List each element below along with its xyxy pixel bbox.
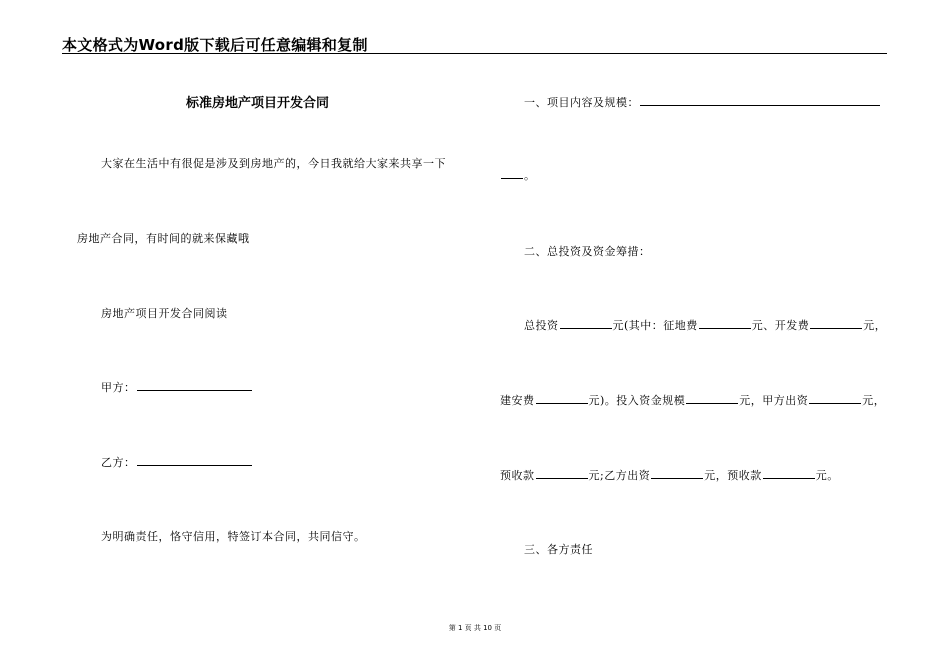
blank-total-investment	[560, 317, 612, 329]
section-1-line	[524, 94, 881, 110]
blank-prepayment-a	[536, 467, 588, 479]
document-title: 标准房地产项目开发合同	[186, 96, 330, 111]
text-yuan-2: 元，	[862, 394, 886, 407]
section-1-heading: 一、项目内容及规模：	[524, 96, 639, 109]
section-1-end: 。	[524, 169, 536, 182]
text-party-a-contribution: 元，甲方出资	[739, 394, 809, 407]
reading-line: 房地产项目开发合同阅读	[101, 307, 228, 320]
text-total-investment: 总投资	[524, 319, 559, 332]
section-1-short-blank	[501, 167, 523, 179]
text-yuan-1: 元，	[863, 319, 887, 332]
text-prepayment-b: 元，预收款	[704, 469, 762, 482]
blank-party-a-contribution	[809, 392, 861, 404]
section-2-heading: 二、总投资及资金筹措：	[524, 245, 651, 258]
blank-capital-scale	[686, 392, 738, 404]
blank-party-b-contribution	[651, 467, 703, 479]
investment-line-2	[500, 392, 885, 408]
intro-line-2: 房地产合同，有时间的就来保藏哦	[77, 232, 250, 245]
text-capital-scale: 元)。投入资金规模	[588, 394, 686, 407]
blank-construction-fee	[536, 392, 588, 404]
party-b-label: 乙方：	[101, 456, 136, 469]
blank-development-fee	[810, 317, 862, 329]
party-b-line	[101, 454, 253, 470]
purpose-line: 为明确责任，恪守信用，特签订本合同，共同信守。	[101, 530, 366, 543]
party-a-line	[101, 379, 253, 395]
party-a-label: 甲方：	[101, 381, 136, 394]
section-1-continuation	[500, 167, 536, 183]
investment-line-3	[500, 467, 839, 483]
intro-line-1: 大家在生活中有很促是涉及到房地产的，今日我就给大家来共享一下	[101, 157, 446, 170]
investment-line-1	[524, 317, 886, 333]
blank-prepayment-b	[763, 467, 815, 479]
header-rule	[62, 53, 887, 54]
text-prepayment-a: 预收款	[500, 469, 535, 482]
text-construction-fee: 建安费	[500, 394, 535, 407]
blank-land-fee	[699, 317, 751, 329]
party-b-blank	[137, 454, 252, 466]
party-a-blank	[137, 379, 252, 391]
text-yuan-3: 元。	[815, 469, 839, 482]
section-3-heading: 三、各方责任	[524, 543, 593, 556]
section-1-blank	[640, 94, 880, 106]
header-title: 本文格式为Word版下载后可任意编辑和复制	[62, 36, 368, 54]
page-footer: 第 1 页 共 10 页	[448, 624, 502, 632]
text-party-b-contribution: 元;乙方出资	[588, 469, 651, 482]
text-land-fee: 元(其中：征地费	[612, 319, 698, 332]
text-development-fee: 元、开发费	[751, 319, 810, 332]
